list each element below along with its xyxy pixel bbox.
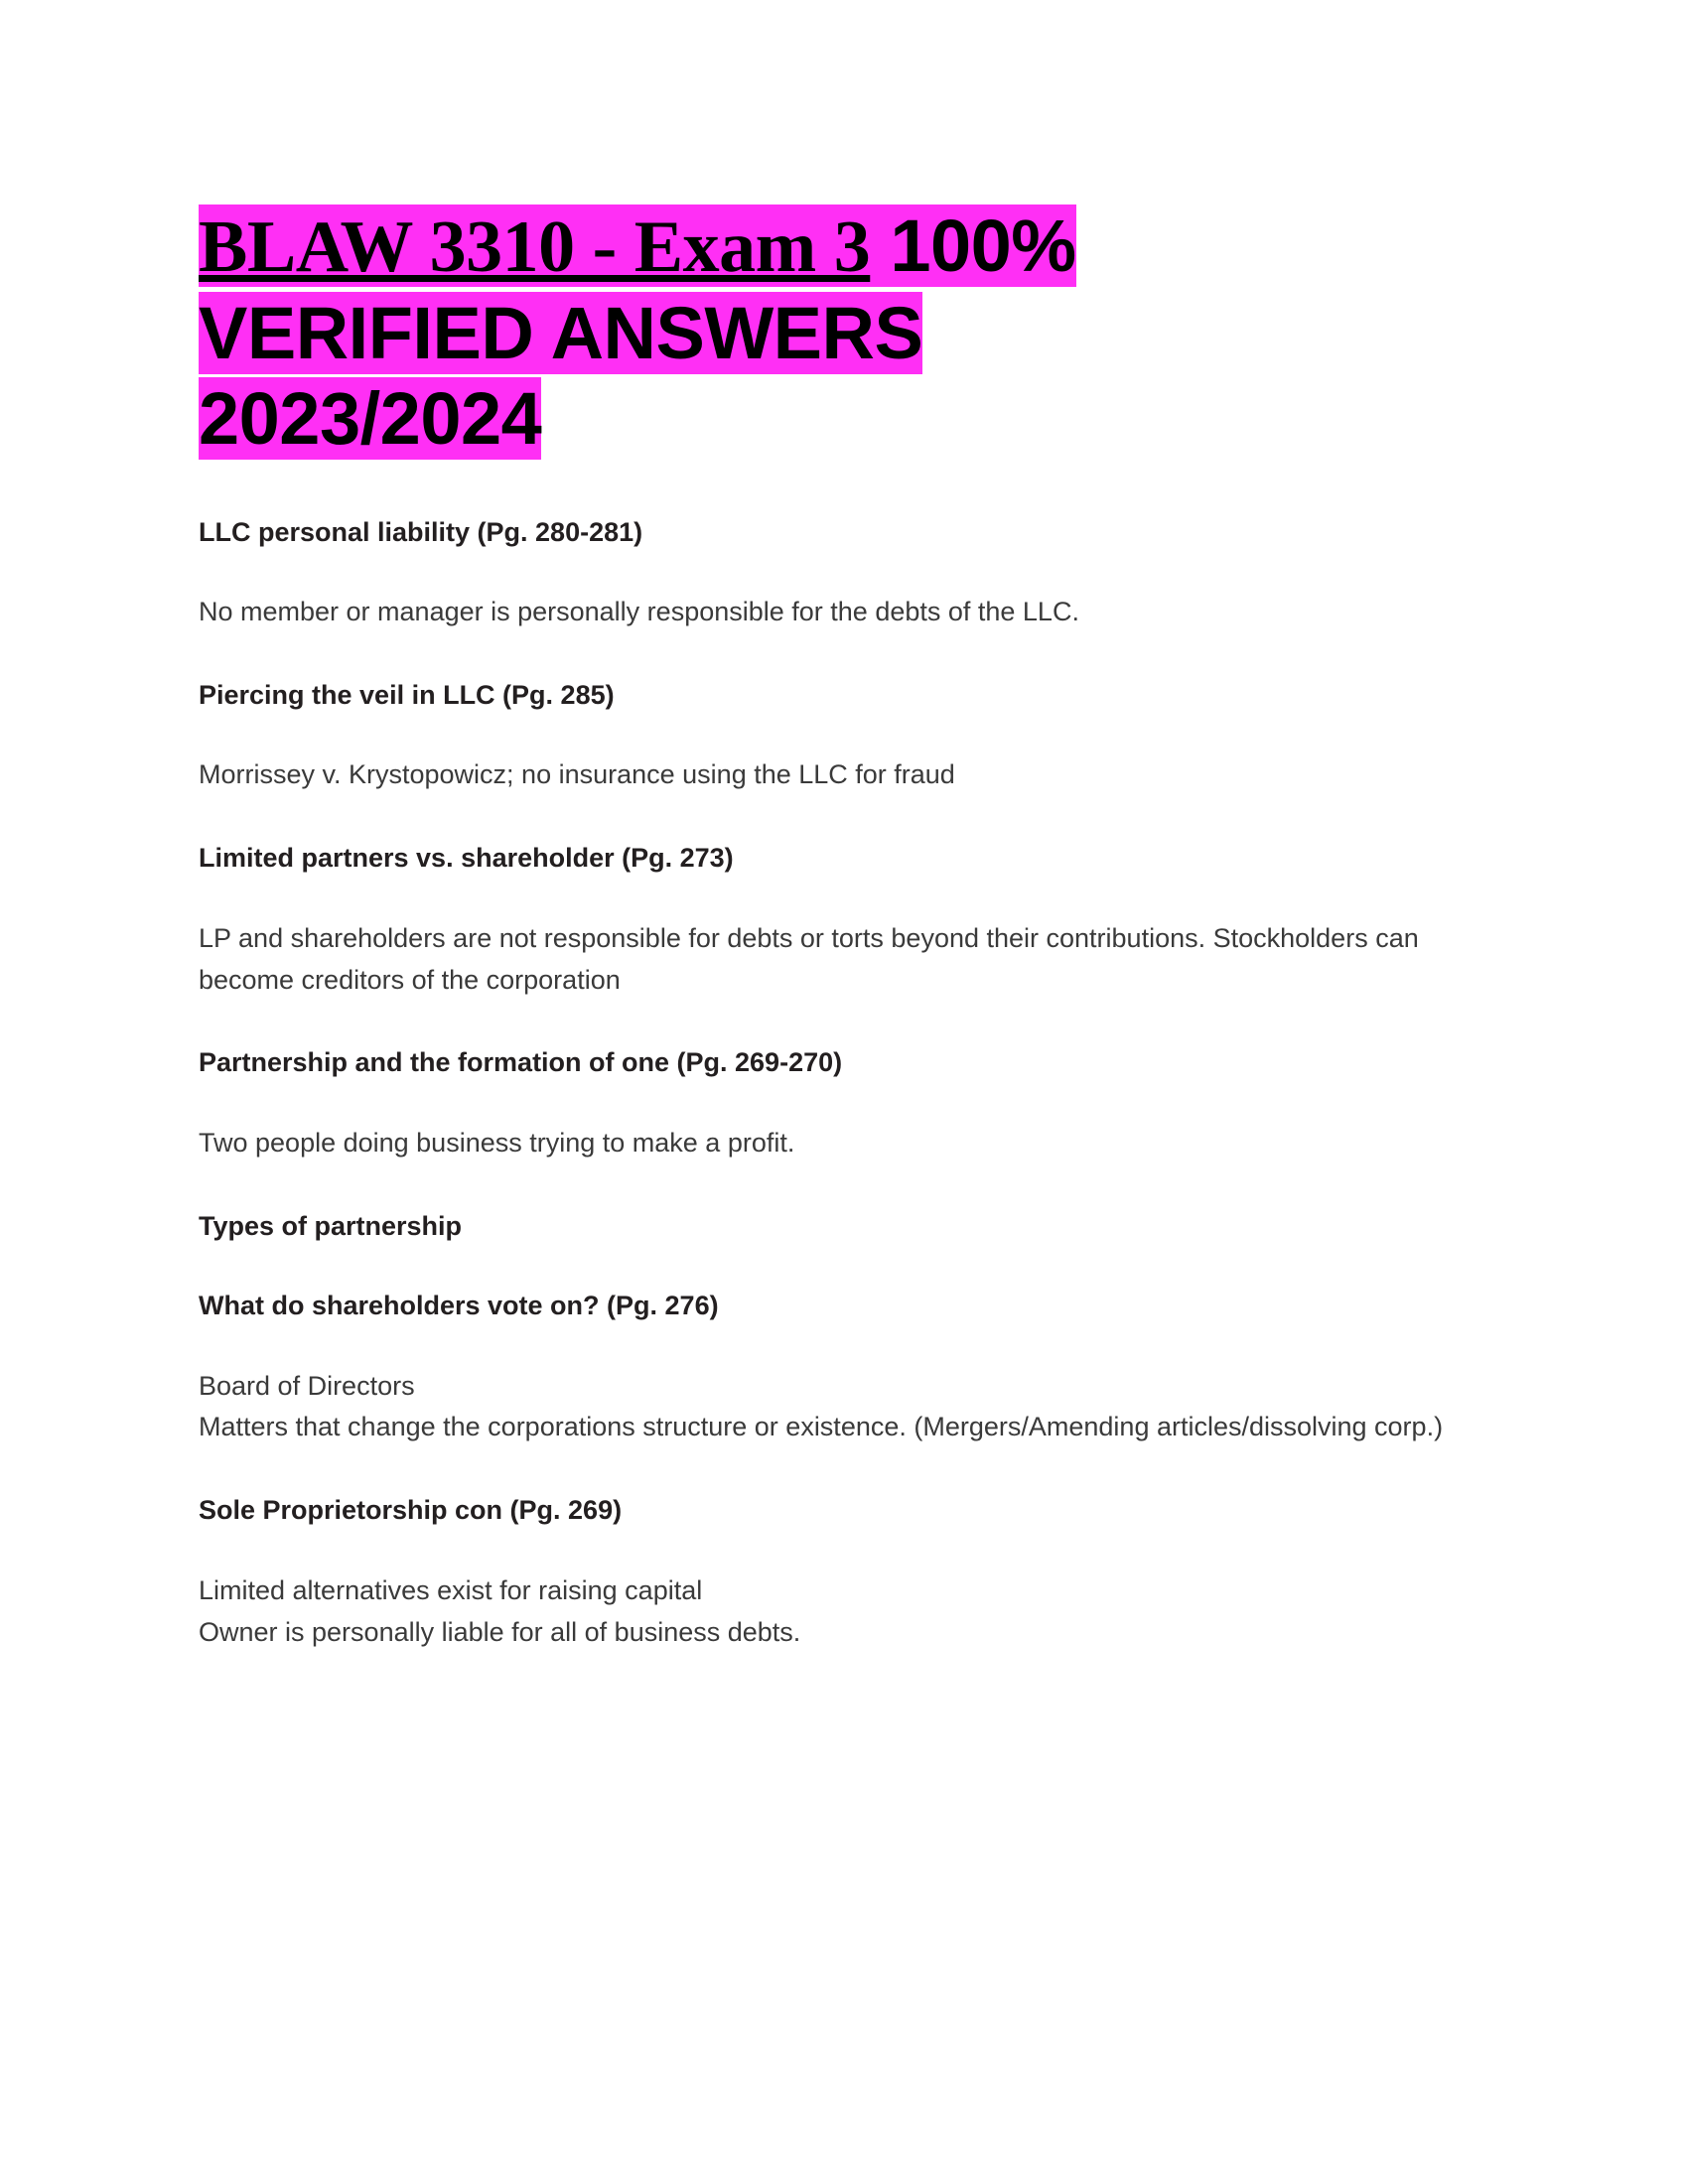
qa-entry <box>199 514 1479 633</box>
answer-line: Board of Directors <box>199 1370 415 1401</box>
answer-line: Owner is personally liable for all of business debts. <box>199 1616 801 1647</box>
answer-line: No member or manager is personally responsible for the debts of the LLC. <box>199 597 1079 627</box>
question-heading: Partnership and the formation of one (Pg. 269-270) <box>199 1047 843 1078</box>
qa-entry <box>199 1208 1479 1244</box>
answer-text <box>199 754 1479 796</box>
question-heading: Piercing the veil in LLC (Pg. 285) <box>199 680 615 711</box>
answer-line: Two people doing business trying to make a profit. <box>199 1127 795 1158</box>
question-heading: Sole Proprietorship con (Pg. 269) <box>199 1495 623 1526</box>
question-heading: What do shareholders vote on? (Pg. 276) <box>199 1291 719 1321</box>
qa-entry <box>199 1288 1479 1448</box>
answer-line: Matters that change the corporations structure or existence. (Mergers/Amending articles/dissolving corp.) <box>199 1412 1444 1442</box>
qa-entry <box>199 840 1479 1001</box>
qa-entry <box>199 1492 1479 1653</box>
question-heading: Types of partnership <box>199 1210 463 1241</box>
title-highlight-line2: VERIFIED ANSWERS <box>199 291 923 374</box>
answer-text <box>199 1366 1479 1449</box>
answer-text <box>199 1123 1479 1164</box>
title-percent: 100% <box>870 205 1076 287</box>
answer-line: Limited alternatives exist for raising capital <box>199 1574 703 1605</box>
question-heading: Limited partners vs. shareholder (Pg. 273) <box>199 843 734 874</box>
question-heading: LLC personal liability (Pg. 280-281) <box>199 516 643 547</box>
answer-line: LP and shareholders are not responsible for debts or torts beyond their contributions. Stockholders can become creditors of the corporation <box>199 922 1419 995</box>
title-highlight-line3: 2023/2024 <box>199 377 542 461</box>
title-highlight-line1 <box>199 205 1076 287</box>
title-course-exam: BLAW 3310 - Exam 3 <box>199 206 871 288</box>
answer-line: Morrissey v. Krystopowicz; no insurance using the LLC for fraud <box>199 759 955 790</box>
qa-entry <box>199 677 1479 796</box>
answer-text <box>199 918 1479 1002</box>
qa-entry <box>199 1044 1479 1163</box>
answer-text <box>199 1570 1479 1654</box>
answer-text <box>199 592 1479 633</box>
page-title <box>199 204 1479 463</box>
